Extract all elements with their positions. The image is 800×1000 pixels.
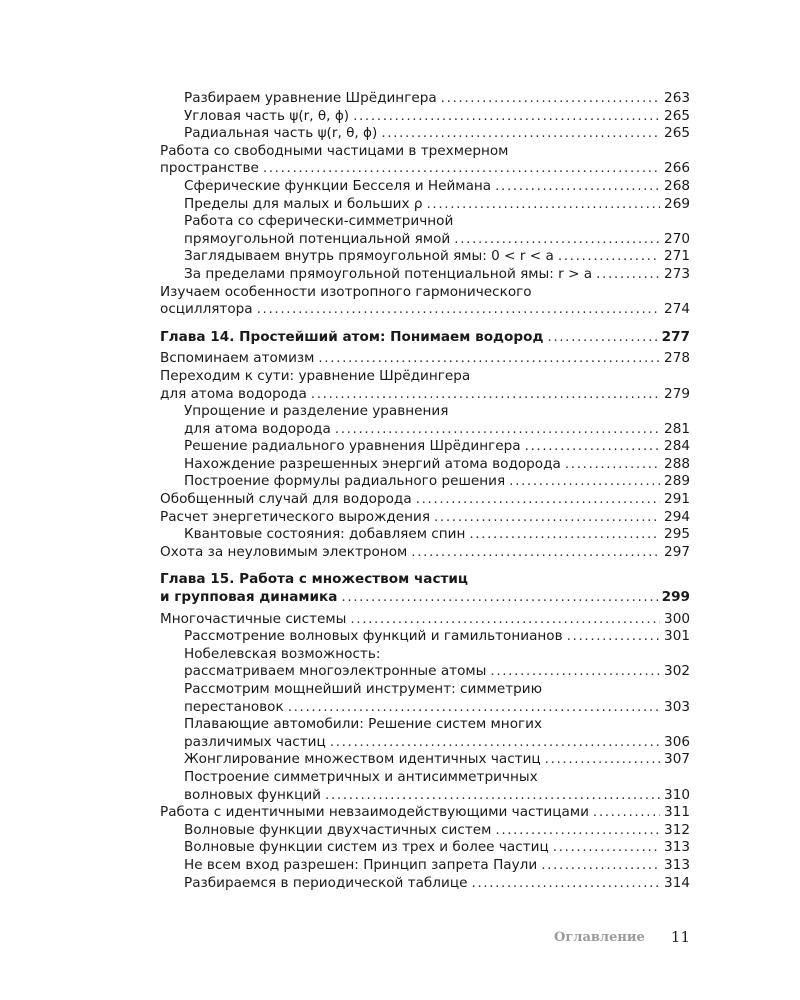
toc-entry-title-line: Обобщенный случай для водорода: [160, 491, 412, 508]
toc-page-number: 271: [664, 248, 690, 265]
dot-leader: [567, 628, 660, 646]
toc-entry-title-line: перестановок: [184, 698, 284, 715]
toc-entry-title-line: Волновые функции систем из трех и более частиц: [184, 839, 549, 856]
toc-entry-title-line: для атома водорода: [184, 420, 331, 437]
toc-entry-title-line: Радиальная часть ψ(r, θ, ϕ): [184, 125, 378, 142]
toc-entry: [160, 178, 690, 196]
dot-leader: [353, 108, 660, 126]
toc-page-number: 273: [664, 265, 690, 282]
toc-page-number: 274: [664, 301, 690, 318]
toc-entry-title-line: Решение радиального уравнения Шрёдингера: [184, 438, 521, 455]
toc-entry: [160, 611, 690, 629]
toc-entry-title-line: Нахождение разрешенных энергий атома водорода: [184, 455, 561, 472]
toc-entry: [160, 804, 690, 822]
toc-entry-title-line: Заглядываем внутрь прямоугольной ямы: 0 < r < a: [184, 248, 554, 265]
toc-entry: [160, 751, 690, 769]
toc-entry: [160, 248, 690, 266]
page-number: 11: [670, 928, 690, 946]
toc-entry: [160, 143, 690, 178]
toc-page-number: 265: [664, 125, 690, 142]
toc-page-number: 314: [664, 874, 690, 891]
toc-entry-title-line: Разбираемся в периодической таблице: [184, 874, 468, 891]
toc-entry-title-line: За пределами прямоугольной потенциальной ямы: r > a: [184, 265, 593, 282]
toc-page-number: 313: [664, 839, 690, 856]
dot-leader: [325, 787, 660, 805]
toc-entry-title-line: Вспоминаем атомизм: [160, 350, 315, 367]
dot-leader: [427, 196, 661, 214]
toc-entry-title-line: Нобелевская возможность:: [184, 645, 381, 662]
dot-leader: [553, 839, 660, 857]
toc-page-number: 284: [664, 438, 690, 455]
toc-page-number: 311: [664, 804, 690, 821]
toc-page-number: 310: [664, 786, 690, 803]
dot-leader: [525, 438, 660, 456]
toc-entry-title-line: Не всем вход разрешен: Принцип запрета Паули: [184, 856, 538, 873]
dot-leader: [593, 804, 660, 822]
toc-page-number: 281: [664, 420, 690, 437]
toc-page-number: 313: [664, 856, 690, 873]
toc-page-number: 301: [664, 628, 690, 645]
toc-entry-title-line: волновых функций: [184, 786, 322, 803]
toc-page-number: 266: [664, 160, 690, 177]
toc-entry-title-line: Пределы для малых и больших ρ: [184, 195, 423, 212]
dot-leader: [441, 90, 660, 108]
page-footer: [554, 928, 690, 950]
toc-page-number: 302: [664, 663, 690, 680]
toc-entry: [160, 125, 690, 143]
dot-leader: [288, 699, 660, 717]
toc-entry-title-line: Работа с идентичными невзаимодействующими частицами: [160, 804, 589, 821]
toc-entry-title-line: Сферические функции Бесселя и Неймана: [184, 177, 492, 194]
toc-entry-title-line: Многочастичные системы: [160, 610, 347, 627]
toc-entry-title-line: Глава 14. Простейший атом: Понимаем водород: [160, 328, 544, 345]
toc-entry-title-line: рассматриваем многоэлектронные атомы: [184, 663, 487, 680]
toc-page-number: 303: [664, 698, 690, 715]
toc-entry-title-line: Упрощение и разделение уравнения: [184, 403, 449, 420]
toc-entry: [160, 456, 690, 474]
toc-page-number: 295: [664, 526, 690, 543]
toc-entry-title-line: Квантовые состояния: добавляем спин: [184, 526, 466, 543]
toc-entry: [160, 284, 690, 319]
toc-entry: [160, 368, 690, 403]
dot-leader: [558, 248, 660, 266]
table-of-contents: [160, 90, 690, 892]
toc-entry-title-line: и групповая динамика: [160, 589, 338, 606]
toc-entry-title-line: прямоугольной потенциальной ямой: [184, 230, 451, 247]
toc-page-number: 291: [664, 491, 690, 508]
toc-page-number: 279: [664, 385, 690, 402]
toc-entry: [160, 108, 690, 126]
toc-entry: [160, 350, 690, 368]
toc-page-number: 268: [664, 177, 690, 194]
dot-leader: [469, 526, 660, 544]
toc-entry: [160, 839, 690, 857]
dot-leader: [350, 611, 660, 629]
toc-entry-title-line: Расчет энергетического вырождения: [160, 508, 431, 525]
toc-entry-title-line: пространстве: [160, 160, 259, 177]
toc-entry: [160, 628, 690, 646]
toc-entry: [160, 526, 690, 544]
toc-entry-title-line: Рассмотрим мощнейший инструмент: симметрию: [184, 681, 543, 697]
dot-leader: [545, 751, 660, 769]
toc-entry-title-line: Работа со сферически-симметричной: [184, 213, 454, 230]
toc-entry: [160, 90, 690, 108]
dot-leader: [509, 473, 660, 491]
dot-leader: [490, 663, 660, 681]
toc-entry-title-line: Построение формулы радиального решения: [184, 473, 506, 490]
dot-leader: [434, 509, 660, 527]
toc-entry: [160, 438, 690, 456]
dot-leader: [495, 822, 660, 840]
toc-page-number: 277: [661, 328, 690, 345]
dot-leader: [318, 350, 660, 368]
toc-entry: [160, 875, 690, 893]
toc-entry: [160, 509, 690, 527]
toc-entry: [160, 491, 690, 509]
toc-page-number: 300: [664, 610, 690, 627]
toc-entry: [160, 822, 690, 840]
toc-entry: [160, 716, 690, 751]
toc-entry-title-line: осциллятора: [160, 301, 253, 318]
toc-entry-title-line: для атома водорода: [160, 385, 307, 402]
toc-entry-title-line: Волновые функции двухчастичных систем: [184, 821, 492, 838]
toc-entry-title-line: различимых частиц: [184, 733, 326, 750]
dot-leader: [471, 875, 660, 893]
toc-entry: [160, 544, 690, 562]
toc-entry-title-line: Глава 15. Работа с множеством частиц: [160, 571, 469, 588]
toc-chapter-entry: [160, 329, 690, 347]
toc-entry: [160, 473, 690, 491]
toc-page-number: 265: [664, 107, 690, 124]
toc-entry: [160, 403, 690, 438]
toc-page-number: 312: [664, 821, 690, 838]
toc-page-number: 278: [664, 350, 690, 367]
dot-leader: [257, 301, 660, 319]
toc-page-number: 306: [664, 733, 690, 750]
toc-entry-title-line: Построение симметричных и антисимметричных: [184, 768, 538, 785]
toc-entry-title-line: Разбираем уравнение Шрёдингера: [184, 90, 437, 106]
dot-leader: [547, 329, 657, 347]
dot-leader: [330, 734, 660, 752]
dot-leader: [311, 386, 660, 404]
toc-entry: [160, 769, 690, 804]
toc-page-number: 297: [664, 543, 690, 560]
dot-leader: [596, 266, 660, 284]
toc-page-number: 269: [664, 195, 690, 212]
toc-entry-title-line: Изучаем особенности изотропного гармонического: [160, 283, 532, 300]
dot-leader: [565, 456, 660, 474]
toc-page-number: 263: [664, 90, 690, 106]
toc-entry-title-line: Плавающие автомобили: Решение систем многих: [184, 716, 543, 733]
toc-page-number: 270: [664, 230, 690, 247]
toc-entry: [160, 857, 690, 875]
toc-entry: [160, 196, 690, 214]
dot-leader: [381, 125, 660, 143]
dot-leader: [495, 178, 660, 196]
toc-chapter-entry: [160, 571, 690, 606]
toc-entry-title-line: Работа со свободными частицами в трехмерном: [160, 142, 509, 159]
toc-entry-title-line: Жонглирование множеством идентичных частиц: [184, 751, 541, 768]
dot-leader: [263, 160, 660, 178]
toc-entry: [160, 266, 690, 284]
toc-entry-title-line: Угловая часть ψ(r, θ, ϕ): [184, 107, 350, 124]
toc-entry-title-line: Охота за неуловимым электроном: [160, 543, 408, 560]
toc-page-number: 307: [664, 751, 690, 768]
toc-page-number: 289: [664, 473, 690, 490]
toc-page-number: 288: [664, 455, 690, 472]
toc-page-number: 294: [664, 508, 690, 525]
toc-entry: [160, 213, 690, 248]
toc-entry-title-line: Переходим к сути: уравнение Шрёдингера: [160, 367, 471, 384]
toc-entry: [160, 681, 690, 716]
toc-page-number: 299: [661, 589, 690, 606]
dot-leader: [341, 589, 657, 607]
dot-leader: [541, 857, 660, 875]
dot-leader: [454, 231, 660, 249]
dot-leader: [416, 491, 660, 509]
toc-entry-title-line: Рассмотрение волновых функций и гамильтонианов: [184, 628, 563, 645]
dot-leader: [411, 544, 660, 562]
running-footer-label: Оглавление: [554, 930, 645, 945]
dot-leader: [335, 421, 660, 439]
toc-entry: [160, 646, 690, 681]
